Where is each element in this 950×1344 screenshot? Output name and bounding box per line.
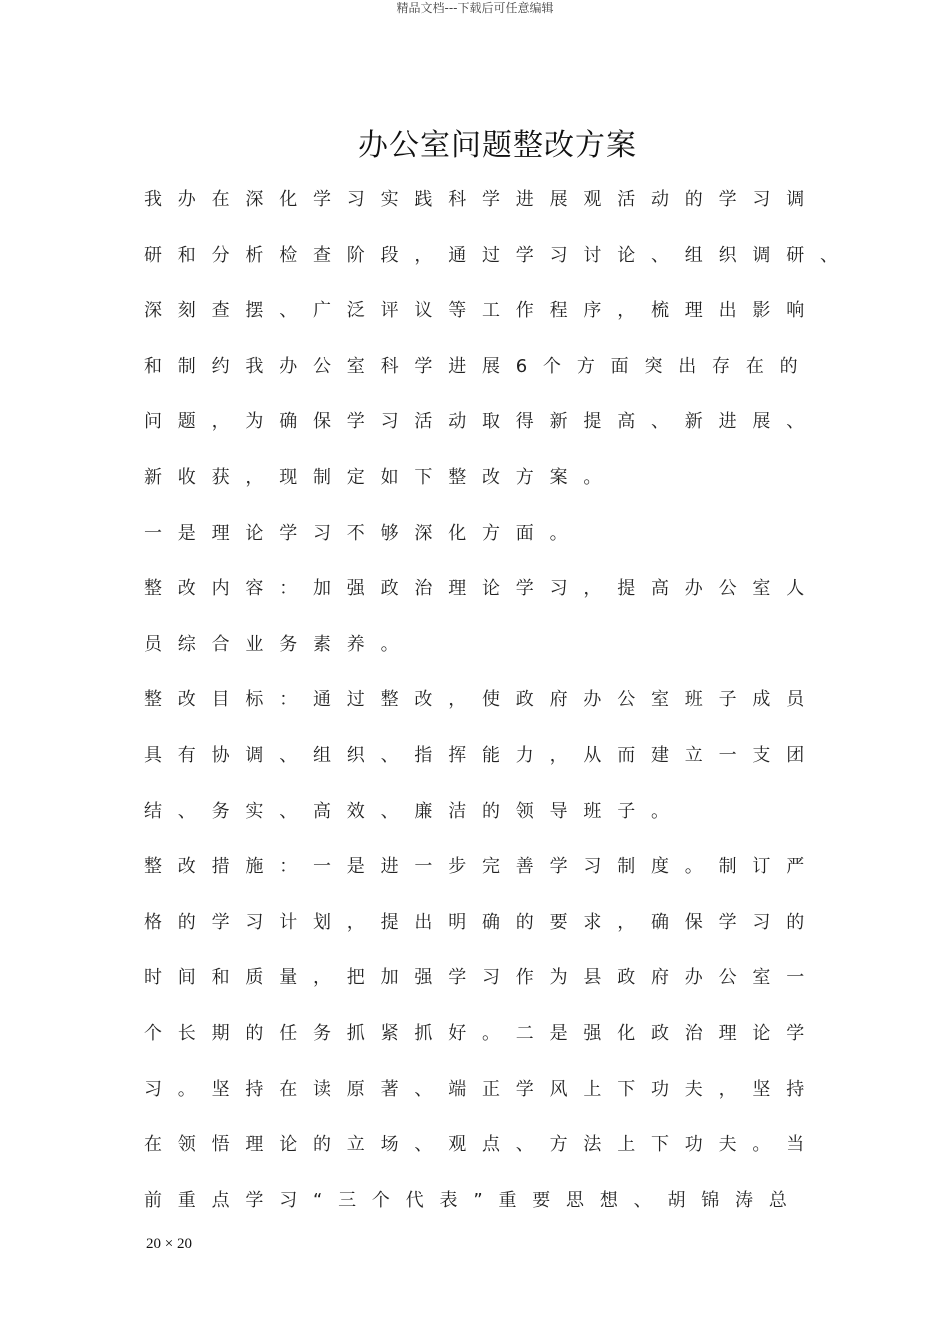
body-line: 整改内容：加强政治理论学习，提高办公室人	[144, 578, 820, 600]
body-line: 一是理论学习不够深化方面。	[144, 522, 584, 544]
body-line: 格的学习计划，提出明确的要求，确保学习的	[144, 911, 820, 933]
body-line: 我办在深化学习实践科学进展观活动的学习调	[144, 189, 820, 210]
body-line: 新收获，现制定如下整改方案。	[144, 466, 618, 488]
body-line: 员综合业务素养。	[144, 633, 415, 655]
body-line: 和制约我办公室科学进展6个方面突出存在的	[144, 355, 814, 377]
body-line: 前重点学习“三个代表”重要思想、胡锦涛总	[144, 1189, 803, 1211]
body-line: 在领悟理论的立场、观点、方法上下功夫。当	[144, 1134, 820, 1156]
body-line: 习。坚持在读原著、端正学风上下功夫，坚持	[144, 1078, 820, 1100]
body-line: 深刻查摆、广泛评议等工作程序，梳理出影响	[144, 300, 820, 322]
body-line: 时间和质量，把加强学习作为县政府办公室一	[144, 967, 820, 989]
body-line: 具有协调、组织、指挥能力，从而建立一支团	[144, 744, 820, 766]
document-title: 办公室问题整改方案	[358, 128, 637, 163]
body-line: 结、务实、高效、廉洁的领导班子。	[144, 800, 685, 822]
document-body	[144, 180, 854, 1236]
page-footer-label: 20 × 20	[146, 1236, 192, 1252]
body-line: 问题，为确保学习活动取得新提高、新进展、	[144, 411, 820, 433]
body-line: 整改目标：通过整改，使政府办公室班子成员	[144, 689, 820, 711]
body-line: 研和分析检查阶段，通过学习讨论、组织调研、	[144, 244, 854, 266]
body-line: 个长期的任务抓紧抓好。二是强化政治理论学	[144, 1022, 820, 1044]
body-line: 整改措施：一是进一步完善学习制度。制订严	[144, 856, 820, 878]
page-header: 精品文档---下载后可任意编辑	[396, 1, 554, 15]
